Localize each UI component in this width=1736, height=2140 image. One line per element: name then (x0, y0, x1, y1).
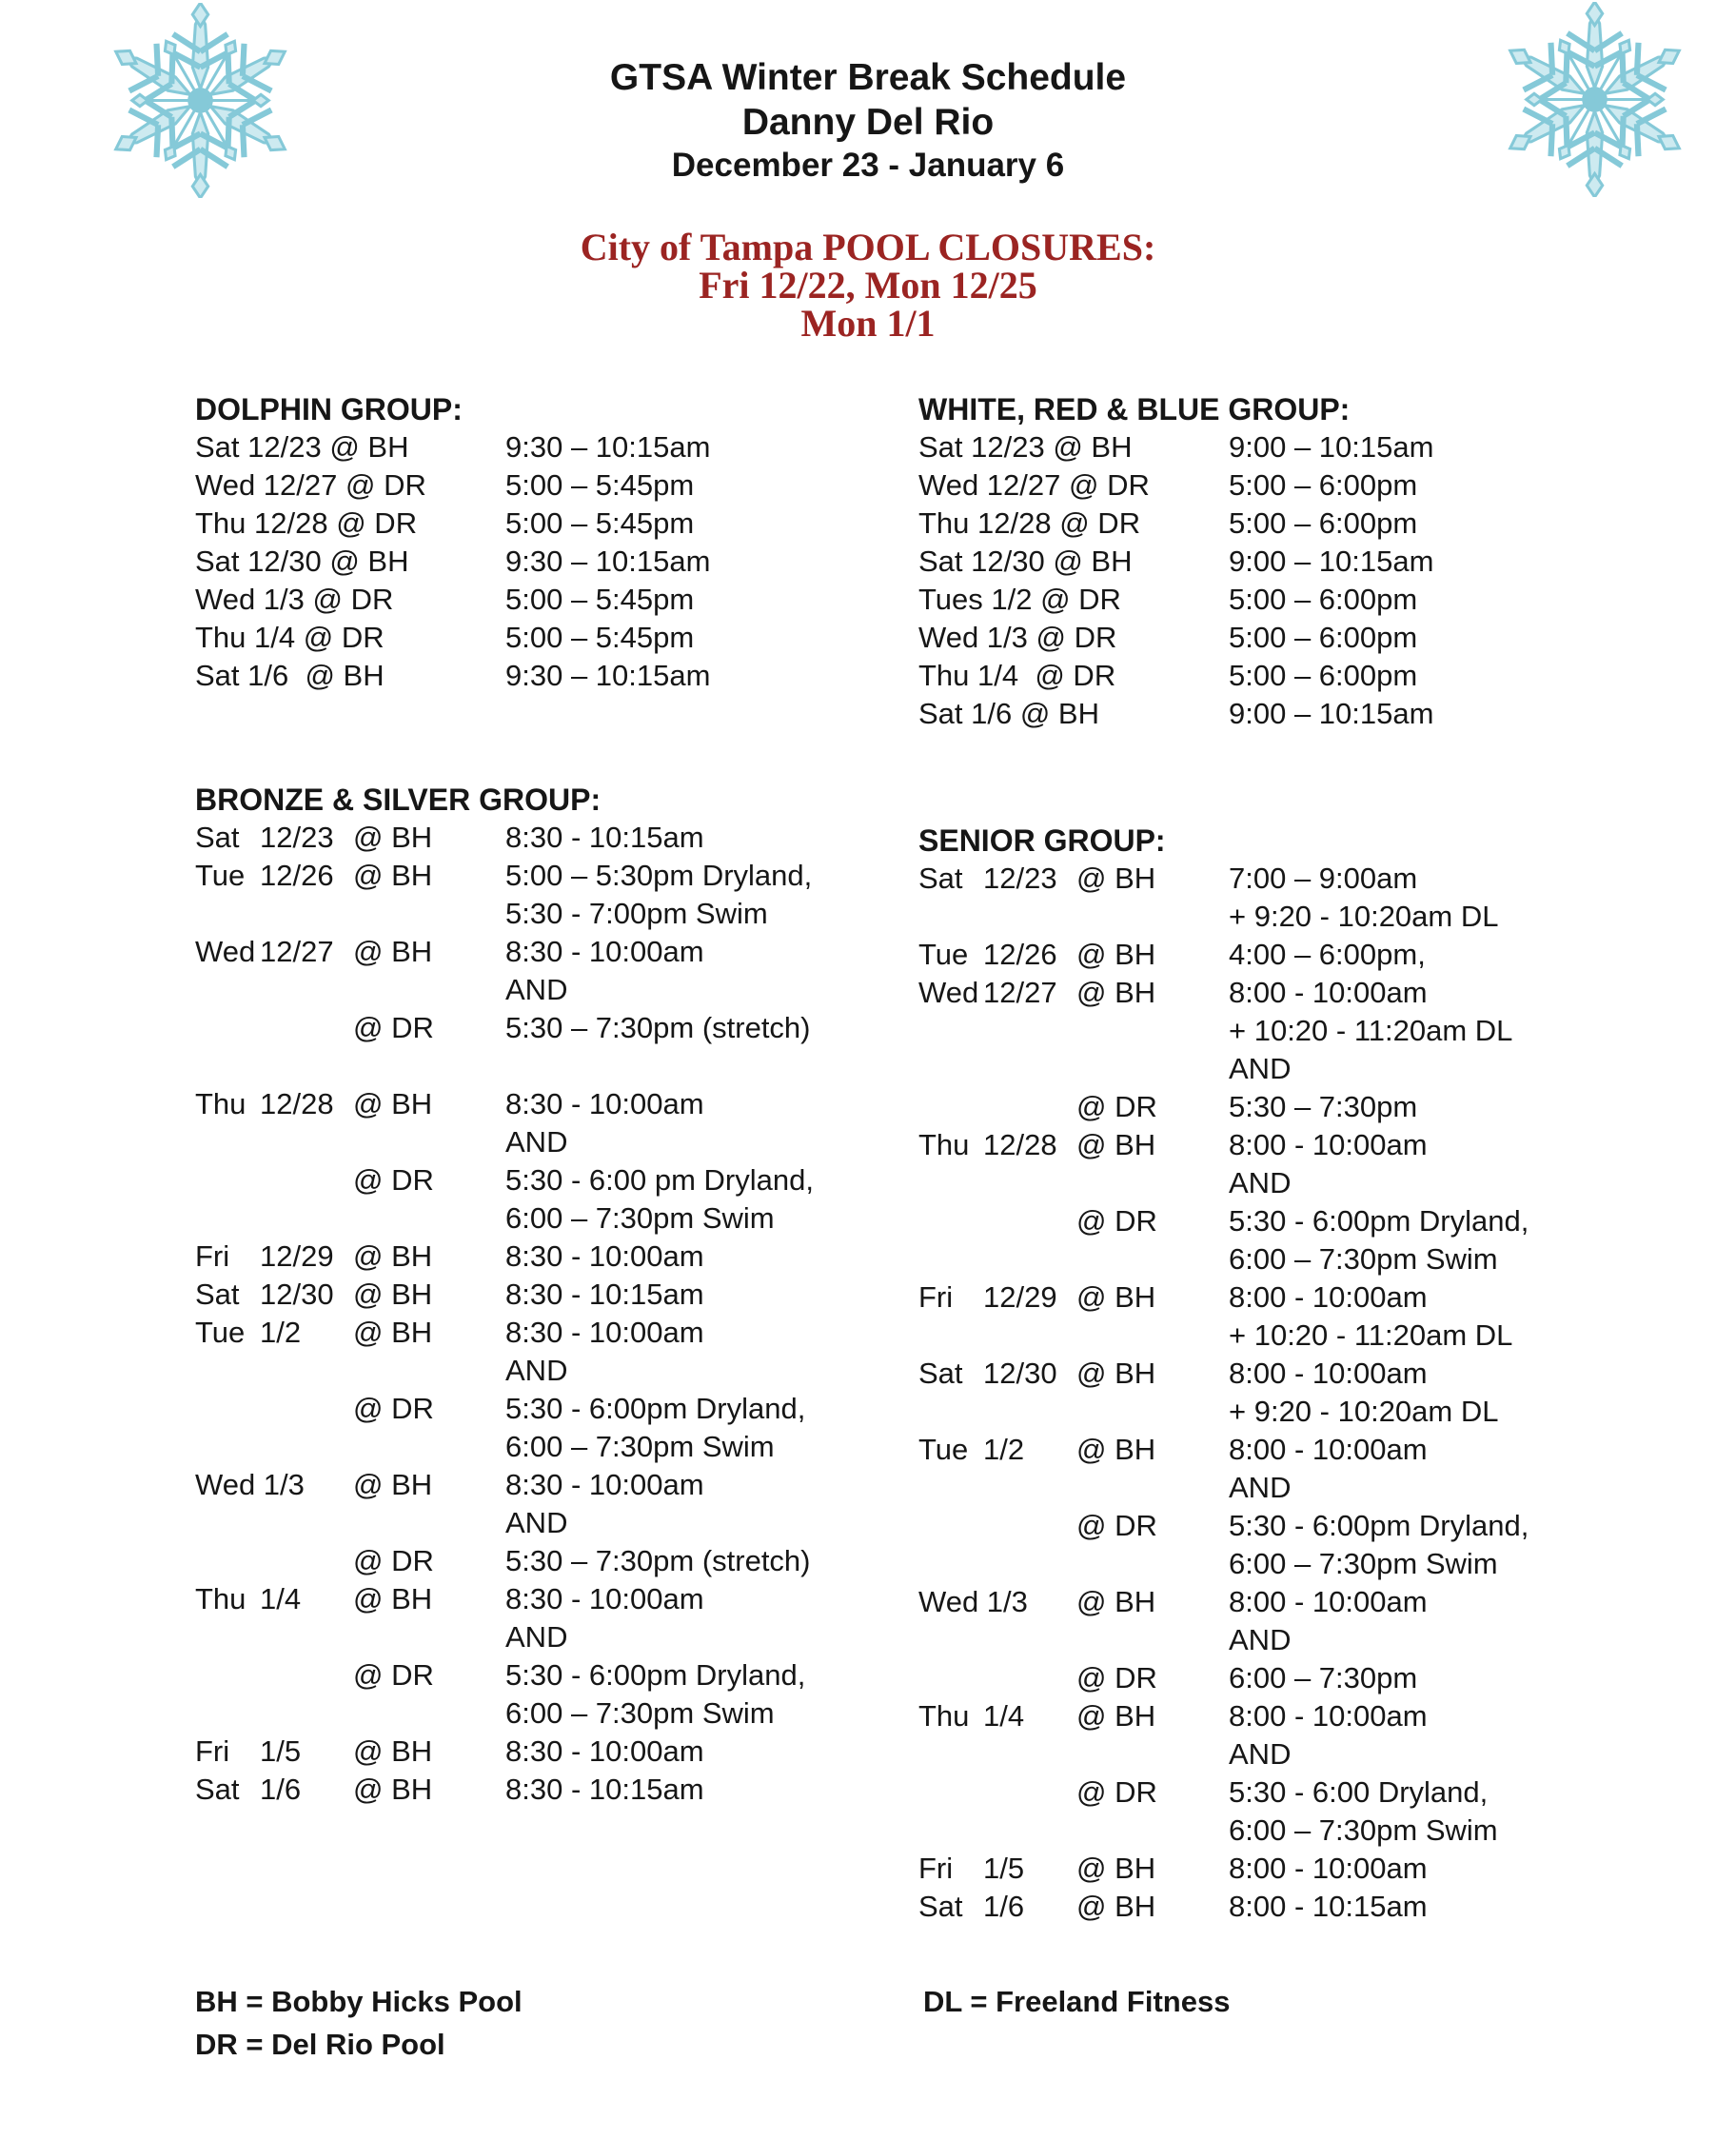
senior-group-title: SENIOR GROUP: (918, 823, 1166, 858)
dolphin-group-schedule (195, 428, 861, 695)
time-cell: 7:00 – 9:00am (1229, 862, 1418, 895)
date-cell: 12/26 (983, 938, 1057, 971)
schedule-row (195, 1352, 861, 1390)
schedule-row (195, 1238, 861, 1276)
day-cell: Tue (918, 938, 969, 971)
time-cell: 5:30 - 6:00 pm Dryland, (505, 1163, 814, 1197)
white-red-blue-group-title: WHITE, RED & BLUE GROUP: (918, 392, 1351, 426)
time-cell: 9:00 – 10:15am (1229, 430, 1434, 464)
time-cell: 5:00 – 5:45pm (505, 621, 695, 654)
time-cell: AND (505, 1354, 568, 1387)
time-cell: 8:00 - 10:00am (1229, 1433, 1428, 1466)
title-block (0, 55, 1736, 187)
date-cell: 12/30 (260, 1278, 334, 1311)
time-cell: 8:30 - 10:15am (505, 1773, 704, 1806)
schedule-row (195, 1085, 861, 1123)
location-cell: @ BH (353, 1773, 433, 1806)
dolphin-group-section (195, 390, 861, 695)
day-date-location-cell: Wed 1/3 @ DR (195, 583, 394, 616)
time-cell: 8:00 - 10:15am (1229, 1890, 1428, 1923)
schedule-row (195, 1047, 861, 1085)
schedule-row (195, 933, 861, 971)
time-cell: 8:30 - 10:15am (505, 821, 704, 854)
location-cell: @ DR (1076, 1090, 1157, 1123)
time-cell: 8:30 - 10:00am (505, 1316, 704, 1349)
time-cell: 8:30 - 10:00am (505, 1087, 704, 1120)
location-cell: @ BH (1076, 862, 1156, 895)
schedule-row (918, 1850, 1661, 1888)
time-cell: 8:00 - 10:00am (1229, 1585, 1428, 1618)
schedule-row (195, 819, 861, 857)
date-cell: 1/5 (260, 1734, 302, 1768)
schedule-row (918, 1202, 1661, 1240)
time-cell: 8:00 - 10:00am (1229, 1280, 1428, 1314)
day-date-location-cell: Thu 12/28 @ DR (195, 506, 418, 540)
time-cell: AND (505, 1620, 568, 1654)
time-cell: AND (505, 1506, 568, 1539)
coach-name: Danny Del Rio (741, 102, 995, 143)
location-cell: @ BH (353, 1582, 433, 1615)
schedule-row (918, 1469, 1661, 1507)
senior-group-section (918, 822, 1661, 1926)
date-cell: 12/30 (983, 1357, 1057, 1390)
day-cell: Wed (918, 976, 979, 1009)
date-cell: 1/2 (983, 1433, 1025, 1466)
time-cell: 8:00 - 10:00am (1229, 1852, 1428, 1885)
time-cell: + 10:20 - 11:20am DL (1229, 1318, 1513, 1352)
time-cell: 8:00 - 10:00am (1229, 976, 1428, 1009)
time-cell: 5:00 – 6:00pm (1229, 583, 1418, 616)
location-cell: @ BH (1076, 1585, 1156, 1618)
day-cell: Wed (195, 935, 256, 968)
schedule-row (918, 505, 1661, 543)
time-cell: 6:00 – 7:30pm Swim (1229, 1547, 1498, 1580)
schedule-row (195, 1161, 861, 1199)
legend-fitness (923, 1980, 1230, 2023)
schedule-row (918, 1393, 1661, 1431)
time-cell: 5:00 – 6:00pm (1229, 506, 1418, 540)
schedule-row (918, 974, 1661, 1012)
time-cell: 8:30 - 10:00am (505, 1239, 704, 1273)
location-cell: @ DR (1076, 1509, 1157, 1542)
location-cell: @ BH (353, 1087, 433, 1120)
day-cell: Wed 1/3 (195, 1468, 305, 1501)
location-cell: @ BH (1076, 1280, 1156, 1314)
schedule-row (918, 1431, 1661, 1469)
schedule-row (918, 657, 1661, 695)
pool-closures-notice (0, 228, 1736, 343)
schedule-row (918, 543, 1661, 581)
time-cell: 5:00 – 5:45pm (505, 583, 695, 616)
location-cell: @ BH (353, 1278, 433, 1311)
schedule-row (195, 505, 861, 543)
schedule-row (195, 1694, 861, 1733)
pool-closures-dates-1: Fri 12/22, Mon 12/25 (699, 264, 1037, 307)
date-cell: 12/28 (983, 1128, 1057, 1161)
schedule-row (195, 1199, 861, 1238)
time-cell: 5:30 - 6:00 Dryland, (1229, 1775, 1489, 1809)
location-cell: @ DR (353, 1544, 434, 1577)
day-cell: Fri (195, 1239, 230, 1273)
legend-dr: DR = Del Rio Pool (195, 2028, 445, 2061)
schedule-row (195, 971, 861, 1009)
location-cell: @ DR (353, 1658, 434, 1692)
time-cell: 9:30 – 10:15am (505, 430, 711, 464)
time-cell: AND (1229, 1623, 1292, 1656)
location-cell: @ BH (1076, 1852, 1156, 1885)
schedule-row (918, 936, 1661, 974)
location-cell: @ DR (353, 1392, 434, 1425)
time-cell: 5:30 - 7:00pm Swim (505, 897, 768, 930)
day-date-location-cell: Sat 12/30 @ BH (918, 545, 1133, 578)
day-date-location-cell: Sat 1/6 @ BH (195, 659, 385, 692)
schedule-row (195, 619, 861, 657)
schedule-row (195, 1466, 861, 1504)
day-cell: Sat (918, 862, 963, 895)
day-cell: Thu (918, 1128, 970, 1161)
day-date-location-cell: Wed 1/3 @ DR (918, 621, 1117, 654)
day-cell: Thu (918, 1699, 970, 1733)
time-cell: 5:00 – 5:45pm (505, 468, 695, 502)
white-red-blue-group-schedule (918, 428, 1661, 733)
location-cell: @ BH (353, 1239, 433, 1273)
page-title: GTSA Winter Break Schedule (609, 57, 1127, 98)
location-cell: @ BH (1076, 1357, 1156, 1390)
location-cell: @ BH (1076, 976, 1156, 1009)
time-cell: 8:00 - 10:00am (1229, 1699, 1428, 1733)
time-cell: 5:00 – 6:00pm (1229, 468, 1418, 502)
schedule-row (918, 860, 1661, 898)
time-cell: 5:30 – 7:30pm (stretch) (505, 1544, 811, 1577)
schedule-row (918, 1735, 1661, 1773)
legend-bh: BH = Bobby Hicks Pool (195, 1985, 523, 2018)
schedule-row (195, 1123, 861, 1161)
date-cell: 12/26 (260, 859, 334, 892)
schedule-row (918, 898, 1661, 936)
day-cell: Tue (195, 1316, 246, 1349)
time-cell: 9:30 – 10:15am (505, 545, 711, 578)
time-cell: AND (1229, 1471, 1292, 1504)
schedule-row (195, 1009, 861, 1047)
bronze-silver-group-section (195, 781, 861, 1809)
day-cell: Sat (918, 1357, 963, 1390)
schedule-row (195, 543, 861, 581)
time-cell: 8:00 - 10:00am (1229, 1128, 1428, 1161)
date-cell: 12/29 (260, 1239, 334, 1273)
schedule-row (195, 1771, 861, 1809)
time-cell: 8:00 - 10:00am (1229, 1357, 1428, 1390)
day-date-location-cell: Thu 1/4 @ DR (195, 621, 385, 654)
schedule-row (918, 1355, 1661, 1393)
time-cell: 5:30 - 6:00pm Dryland, (505, 1392, 806, 1425)
time-cell: 6:00 – 7:30pm Swim (1229, 1813, 1498, 1847)
time-cell: 5:00 – 5:30pm Dryland, (505, 859, 813, 892)
schedule-row (195, 1542, 861, 1580)
date-cell: 1/2 (260, 1316, 302, 1349)
day-date-location-cell: Wed 12/27 @ DR (195, 468, 426, 502)
location-cell: @ BH (1076, 1128, 1156, 1161)
location-cell: @ BH (353, 821, 433, 854)
schedule-row (918, 1888, 1661, 1926)
schedule-row (918, 1697, 1661, 1735)
day-cell: Thu (195, 1087, 247, 1120)
time-cell: 9:00 – 10:15am (1229, 545, 1434, 578)
bronze-silver-group-schedule (195, 819, 861, 1809)
legend-dl: DL = Freeland Fitness (923, 1985, 1231, 2018)
schedule-row (918, 428, 1661, 466)
time-cell: 5:30 – 7:30pm (stretch) (505, 1011, 811, 1044)
time-cell: + 9:20 - 10:20am DL (1229, 1395, 1499, 1428)
location-cell: @ DR (1076, 1204, 1157, 1238)
day-date-location-cell: Sat 12/30 @ BH (195, 545, 409, 578)
day-cell: Tue (195, 859, 246, 892)
schedule-row (195, 466, 861, 505)
schedule-row (918, 466, 1661, 505)
legend-pools (195, 1980, 523, 2066)
location-cell: @ BH (353, 1468, 433, 1501)
schedule-row (195, 1580, 861, 1618)
schedule-row (195, 657, 861, 695)
time-cell: 5:30 – 7:30pm (1229, 1090, 1418, 1123)
schedule-row (195, 1618, 861, 1656)
date-cell: 12/29 (983, 1280, 1057, 1314)
time-cell: 6:00 – 7:30pm Swim (505, 1430, 775, 1463)
schedule-row (918, 1317, 1661, 1355)
day-date-location-cell: Wed 12/27 @ DR (918, 468, 1150, 502)
schedule-row (195, 1733, 861, 1771)
schedule-row (195, 895, 861, 933)
pool-closures-heading: City of Tampa POOL CLOSURES: (580, 226, 1156, 268)
time-cell: 5:30 - 6:00pm Dryland, (1229, 1509, 1529, 1542)
schedule-row (918, 1126, 1661, 1164)
time-cell: 4:00 – 6:00pm, (1229, 938, 1426, 971)
time-cell: 5:30 - 6:00pm Dryland, (1229, 1204, 1529, 1238)
bronze-silver-group-title: BRONZE & SILVER GROUP: (195, 783, 602, 817)
schedule-row (918, 1088, 1661, 1126)
time-cell: 8:30 - 10:00am (505, 1468, 704, 1501)
schedule-row (918, 1812, 1661, 1850)
schedule-row (918, 1773, 1661, 1812)
date-range: December 23 - January 6 (671, 147, 1065, 184)
time-cell: 6:00 – 7:30pm (1229, 1661, 1418, 1694)
time-cell: 8:30 - 10:00am (505, 1734, 704, 1768)
schedule-row (195, 1428, 861, 1466)
schedule-row (918, 581, 1661, 619)
time-cell: 6:00 – 7:30pm Swim (505, 1696, 775, 1730)
schedule-row (918, 1621, 1661, 1659)
location-cell: @ BH (1076, 938, 1156, 971)
date-cell: 12/23 (983, 862, 1057, 895)
time-cell: AND (1229, 1166, 1292, 1199)
schedule-row (918, 1050, 1661, 1088)
day-date-location-cell: Sat 12/23 @ BH (195, 430, 409, 464)
location-cell: @ DR (1076, 1661, 1157, 1694)
location-cell: @ BH (1076, 1433, 1156, 1466)
date-cell: 1/5 (983, 1852, 1025, 1885)
schedule-row (918, 1507, 1661, 1545)
time-cell: 8:30 - 10:15am (505, 1278, 704, 1311)
schedule-row (195, 1390, 861, 1428)
schedule-row (918, 695, 1661, 733)
date-cell: 12/27 (983, 976, 1057, 1009)
time-cell: AND (1229, 1052, 1292, 1085)
date-cell: 1/4 (983, 1699, 1025, 1733)
date-cell: 1/6 (260, 1773, 302, 1806)
white-red-blue-group-section (918, 390, 1661, 733)
day-cell: Wed 1/3 (918, 1585, 1028, 1618)
time-cell: 9:30 – 10:15am (505, 659, 711, 692)
time-cell: 6:00 – 7:30pm Swim (505, 1201, 775, 1235)
dolphin-group-title: DOLPHIN GROUP: (195, 392, 463, 426)
time-cell: AND (1229, 1737, 1292, 1771)
location-cell: @ BH (1076, 1699, 1156, 1733)
day-cell: Fri (195, 1734, 230, 1768)
day-date-location-cell: Tues 1/2 @ DR (918, 583, 1121, 616)
schedule-row (195, 1314, 861, 1352)
day-date-location-cell: Sat 1/6 @ BH (918, 697, 1099, 730)
time-cell: 5:00 – 6:00pm (1229, 621, 1418, 654)
day-cell: Tue (918, 1433, 969, 1466)
day-cell: Sat (918, 1890, 963, 1923)
time-cell: AND (505, 1125, 568, 1159)
date-cell: 12/28 (260, 1087, 334, 1120)
location-cell: @ BH (353, 1734, 433, 1768)
day-cell: Sat (195, 1278, 240, 1311)
day-cell: Sat (195, 821, 240, 854)
schedule-row (918, 1583, 1661, 1621)
location-cell: @ DR (353, 1163, 434, 1197)
time-cell: AND (505, 973, 568, 1006)
schedule-row (195, 1504, 861, 1542)
day-cell: Thu (195, 1582, 247, 1615)
time-cell: 5:30 - 6:00pm Dryland, (505, 1658, 806, 1692)
location-cell: @ BH (353, 935, 433, 968)
date-cell: 12/23 (260, 821, 334, 854)
day-date-location-cell: Thu 12/28 @ DR (918, 506, 1141, 540)
schedule-row (918, 1659, 1661, 1697)
time-cell: + 10:20 - 11:20am DL (1229, 1014, 1513, 1047)
schedule-row (195, 428, 861, 466)
time-cell: 5:00 – 5:45pm (505, 506, 695, 540)
schedule-row (918, 1278, 1661, 1317)
senior-group-schedule (918, 860, 1661, 1926)
day-date-location-cell: Sat 12/23 @ BH (918, 430, 1133, 464)
date-cell: 12/27 (260, 935, 334, 968)
time-cell: 6:00 – 7:30pm Swim (1229, 1242, 1498, 1276)
schedule-row (918, 619, 1661, 657)
location-cell: @ DR (1076, 1775, 1157, 1809)
time-cell: 9:00 – 10:15am (1229, 697, 1434, 730)
day-cell: Fri (918, 1280, 954, 1314)
schedule-row (918, 1012, 1661, 1050)
location-cell: @ BH (353, 1316, 433, 1349)
schedule-row (195, 581, 861, 619)
time-cell: 5:00 – 6:00pm (1229, 659, 1418, 692)
time-cell: 8:30 - 10:00am (505, 935, 704, 968)
schedule-row (195, 1656, 861, 1694)
time-cell: 8:30 - 10:00am (505, 1582, 704, 1615)
location-cell: @ BH (353, 859, 433, 892)
time-cell: + 9:20 - 10:20am DL (1229, 900, 1499, 933)
date-cell: 1/4 (260, 1582, 302, 1615)
schedule-row (918, 1164, 1661, 1202)
schedule-row (195, 857, 861, 895)
location-cell: @ DR (353, 1011, 434, 1044)
schedule-row (195, 1276, 861, 1314)
day-cell: Fri (918, 1852, 954, 1885)
schedule-row (918, 1545, 1661, 1583)
schedule-row (918, 1240, 1661, 1278)
location-cell: @ BH (1076, 1890, 1156, 1923)
date-cell: 1/6 (983, 1890, 1025, 1923)
day-cell: Sat (195, 1773, 240, 1806)
day-date-location-cell: Thu 1/4 @ DR (918, 659, 1116, 692)
pool-closures-dates-2: Mon 1/1 (800, 302, 936, 345)
